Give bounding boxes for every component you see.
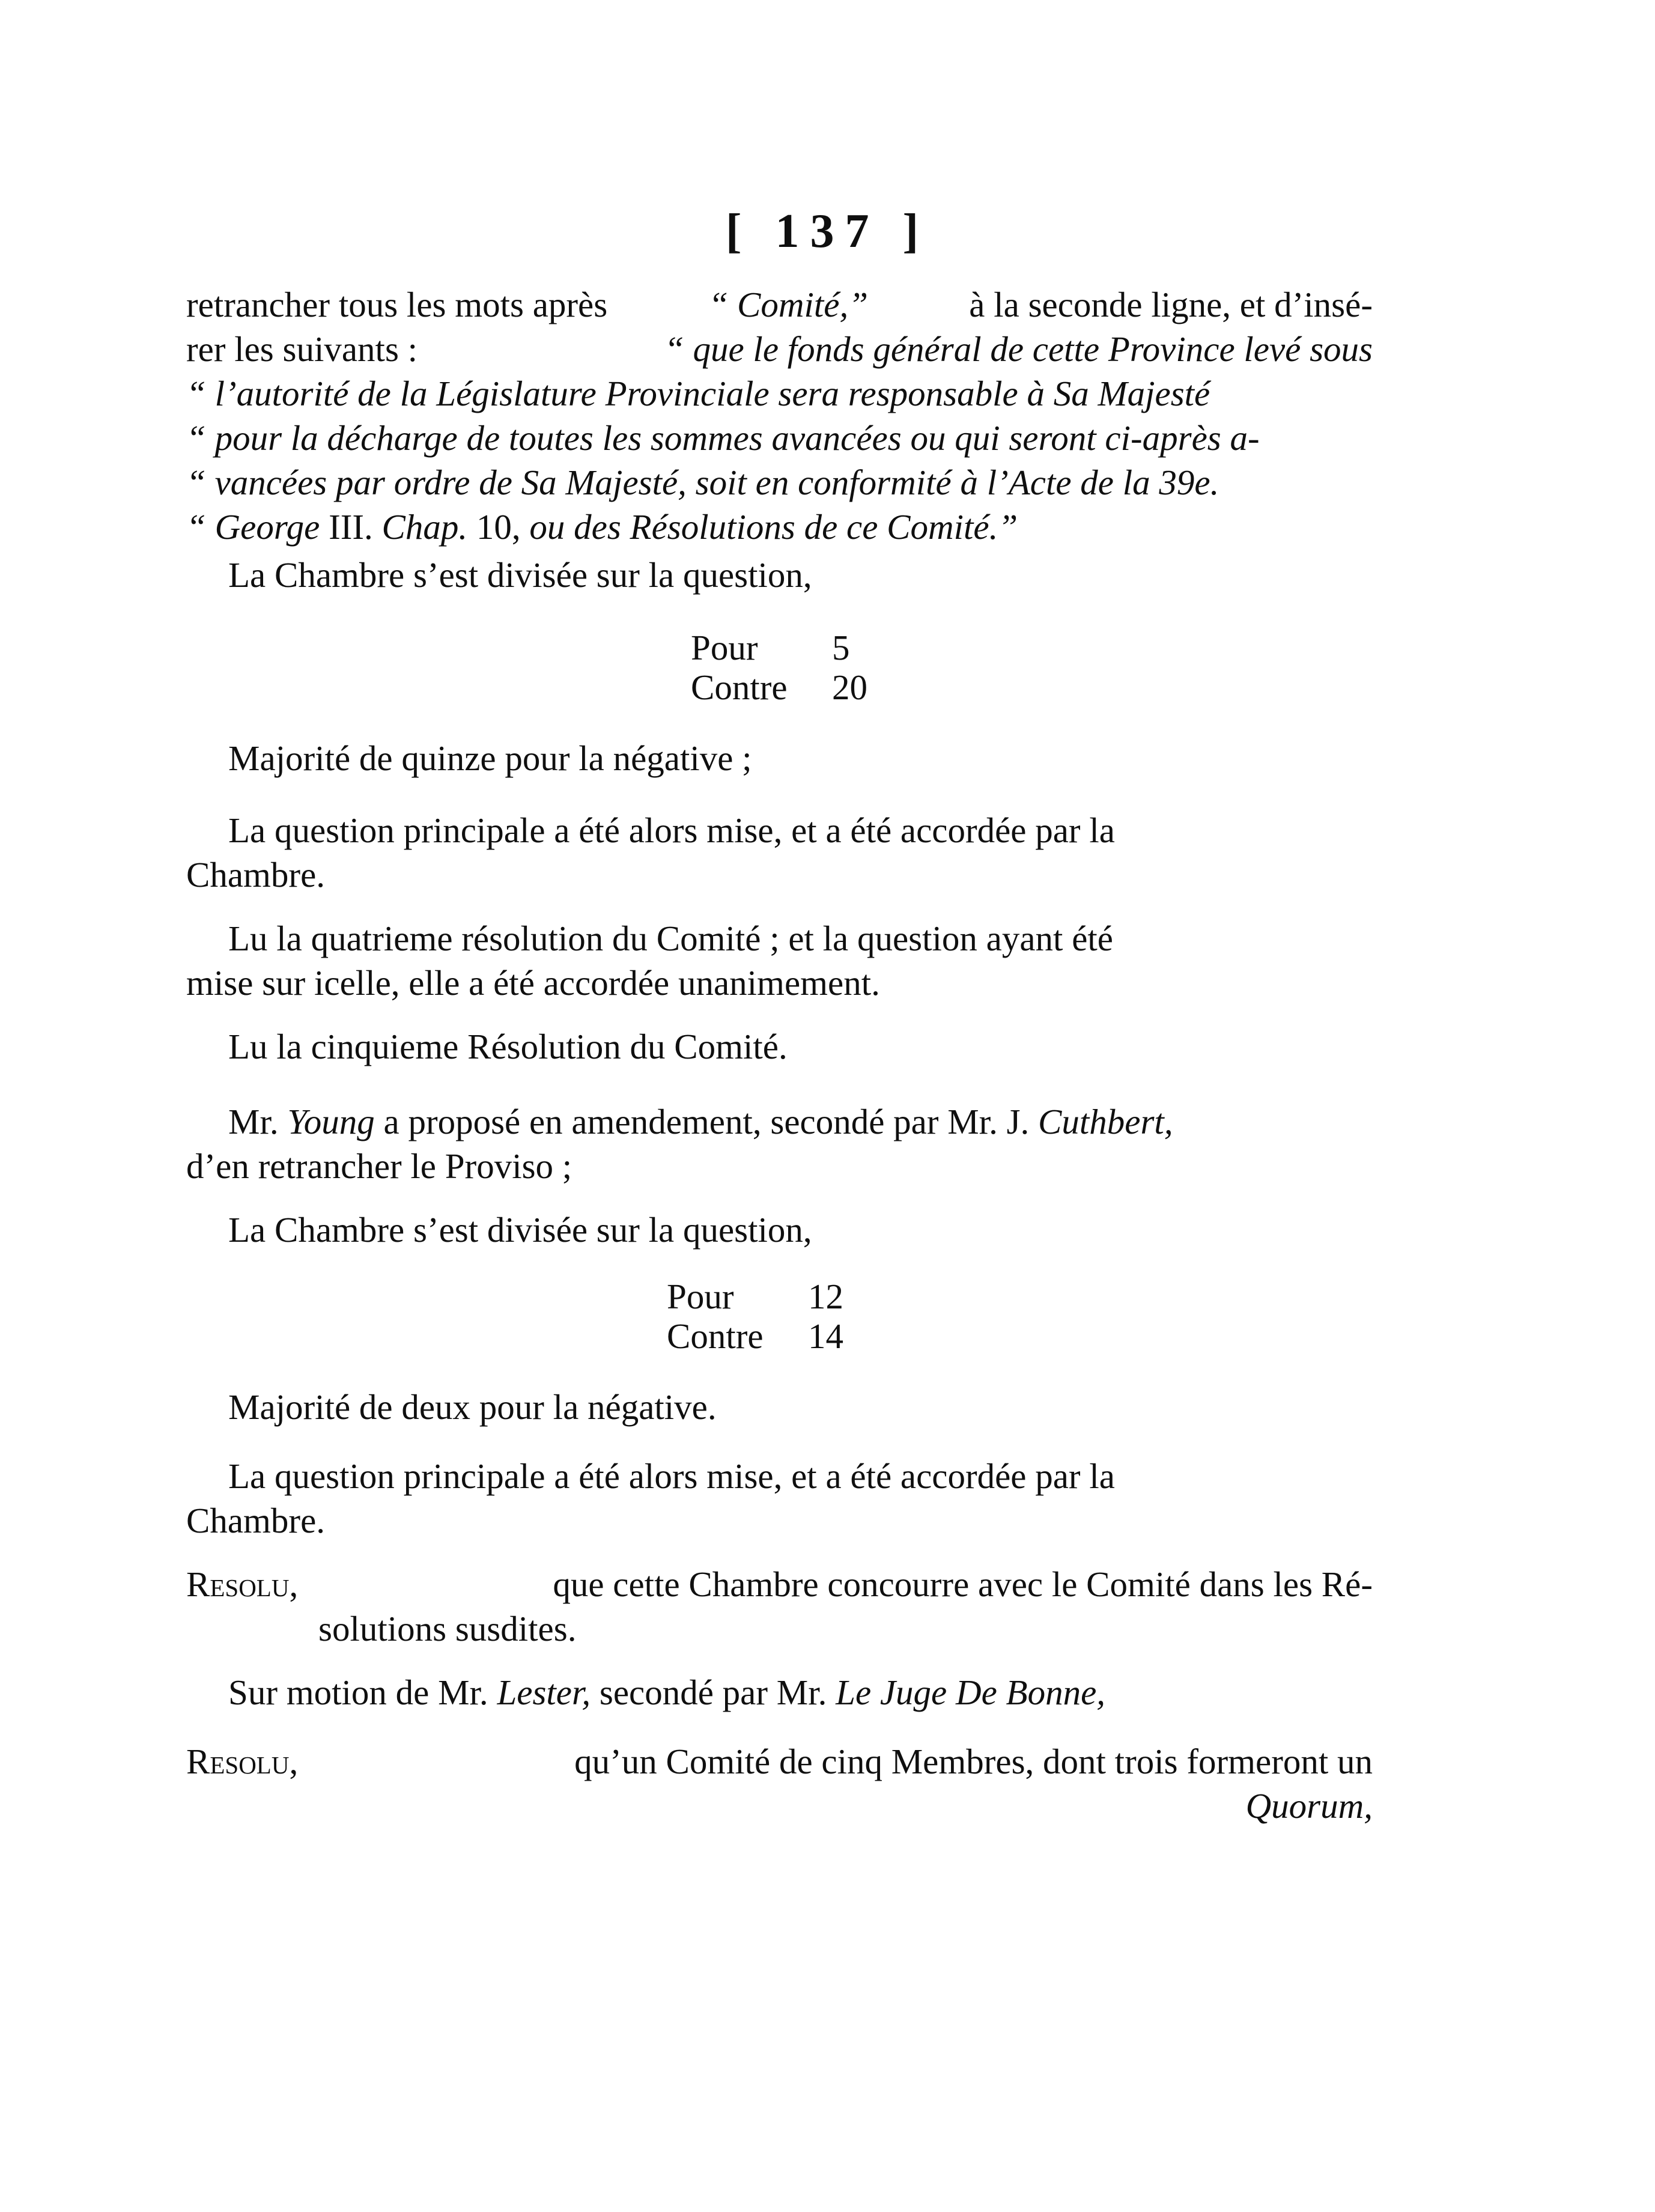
division-1-pour-row [691,628,867,667]
main-question-2 [186,1454,1373,1543]
amendment-2-mr: Mr. [228,1102,279,1141]
resolution-concur [186,1562,1373,1651]
pour-value: 12 [808,1277,843,1316]
motion-middle: secondé par Mr. [599,1673,827,1712]
motion-seconder: Le Juge De Bonne, [836,1673,1106,1712]
amendment-line-1-end: à la seconde ligne, et d’insé- [969,285,1373,324]
division-1-intro: La Chambre s’est divisée sur la question, [228,555,812,595]
catchword: Quorum, [1245,1786,1373,1826]
main-question-1-line-1: La question principale a été alors mise, et a été accordée par la [228,810,1115,850]
resolu-keyword: Resolu, [186,1742,299,1781]
division-1-result: Majorité de quinze pour la négative ; [228,738,752,778]
amendment-2-middle: a proposé en amendement, secondé par Mr. J. [383,1102,1030,1141]
pour-label: Pour [691,628,758,667]
amendment-line-6-chap: Chap. [381,507,468,547]
amendment-line-3: “ l’autorité de la Législature Provinciale sera responsable à Sa Majesté [186,374,1210,413]
amendment-2-line-2: d’en retrancher le Proviso ; [186,1146,572,1186]
page-number: [ 137 ] [725,205,930,258]
division-2-tally [667,1277,843,1356]
fifth-resolution: Lu la cinquieme Résolution du Comité. [228,1027,788,1066]
motion-line [186,1670,1373,1715]
amendment-line-4: “ pour la décharge de toutes les sommes avancées ou qui seront ci-après a- [186,418,1260,458]
resolution-committee-line-1 [186,1739,1373,1784]
motion-mover: Lester, [497,1673,591,1712]
fourth-resolution [186,916,1373,1005]
amendment-line-1 [186,282,1373,327]
resolution-committee-text: qu’un Comité de cinq Membres, dont trois formeront un [574,1742,1373,1781]
pour-value: 5 [832,628,850,667]
fourth-resolution-line-1: Lu la quatrieme résolution du Comité ; et la question ayant été [228,919,1113,958]
resolu-keyword: Resolu, [186,1564,299,1604]
amendment-paragraph [186,282,1373,549]
amendment-line-6-number: 10, [476,507,521,547]
division-1-tally [691,628,867,707]
main-question-2-line-2: Chambre. [186,1501,326,1540]
division-2-intro: La Chambre s’est divisée sur la question, [228,1210,812,1250]
division-2-pour-row [667,1277,843,1316]
amendment-2-mover: Young [287,1102,375,1141]
amendment-line-1-start: retrancher tous les mots après [186,285,608,324]
motion-prefix: Sur motion de Mr. [228,1673,488,1712]
amendment-line-6-george: “ George [186,507,320,547]
amendment-2 [186,1099,1373,1188]
resolution-concur-line-1 [186,1562,1373,1606]
main-question-2-line-1: La question principale a été alors mise, et a été accordée par la [228,1456,1115,1496]
amendment-line-2-start: rer les suivants : [186,329,418,369]
main-question-1-line-2: Chambre. [186,855,326,895]
amendment-2-line-1 [186,1099,1373,1144]
amendment-line-2 [186,327,1373,371]
division-2-result: Majorité de deux pour la négative. [228,1387,717,1427]
amendment-2-seconder: Cuthbert, [1038,1102,1173,1141]
contre-value: 20 [832,667,867,707]
amendment-line-6 [186,505,1373,549]
quoted-word-comite: “ Comité,” [708,285,869,324]
pour-label: Pour [667,1277,734,1316]
contre-label: Contre [691,667,788,707]
resolution-concur-text: que cette Chambre concourre avec le Comité dans les Ré- [553,1564,1373,1604]
division-2-contre-row [667,1316,843,1356]
division-1-contre-row [691,667,867,707]
resolution-concur-line-2: solutions susdites. [318,1609,577,1648]
contre-label: Contre [667,1316,764,1356]
main-question-1 [186,808,1373,897]
amendment-line-5: “ vancées par ordre de Sa Majesté, soit en conformité à l’Acte de la 39e. [186,463,1219,502]
resolution-committee [186,1739,1373,1828]
amendment-line-2-quote: “ que le fonds général de cette Province levé sous [664,329,1373,369]
amendment-line-6-regnal: III. [329,507,373,547]
fourth-resolution-line-2: mise sur icelle, elle a été accordée unanimement. [186,963,880,1003]
contre-value: 14 [808,1316,843,1356]
amendment-line-6-end: ou des Résolutions de ce Comité.” [529,507,1018,547]
motion [186,1670,1373,1715]
